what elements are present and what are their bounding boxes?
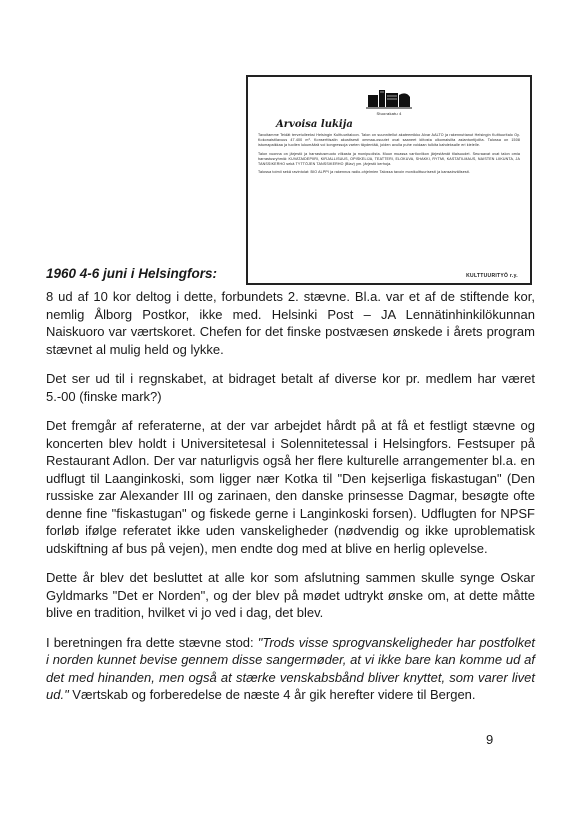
body-paragraph: Det ser ud til i regnskabet, at bidraget betalt af diverse kor pr. medlem har været 5.-00 (finske mark?) xyxy=(46,371,535,404)
body-paragraph: Det fremgår af referaterne, at der var arbejdet hårdt på at få et festligt stævne og koncerten blev holdt i Universitetesal i Solennitetessal i Helsingfors. Festsuper på Restaurant Adlon. Der var naturligvis også her flere kulturelle arrangementer bl.a. en udflugt til Laanginkoski, som ligger nær Kotka til "Den kejserliga fiskastugan" (Den russiske zar Alexander III og zarinaen, den danske prinsesse Dagmar, besøgte ofte denne fine "fiskastugan" og fiskede gerne i Langinkoski forsen). Udflugten for NPSF forløb ifølge referatet ikke uden vanskeligheder (nødvendig og ikke uproblematisk udskiftning af bus på vejen), men endte dog med at blive en herlig oplevelse. xyxy=(46,418,535,556)
newspaper-clipping xyxy=(246,75,532,285)
clipping-paragraph: Tavoitamme Teidät tervetulleeksi Helsingin Kulttuuritaloon. Talon on suunnitellut akateemikko Alvar AALTO ja rakennuttanut Helsingin Kulttuuritalo Oy. Kokonaistilavuus 47.400 m³. Konserttisalin akustisesti ommaa-osuutet ovat saaneet kiitosta ulkomaisilta asiantuntijoilta. Talossa on 1508 istumapaikkaa ja tuolien lukumäärä voi kongressoja varten täydentää, joiden avulla puhe voidaan tulkita kahdeksalle eri kielelle. xyxy=(258,133,520,148)
body-paragraph: Dette år blev det besluttet at alle kor som afslutning sammen skulle synge Oskar Gyldmarks "Det er Norden", og der blev på mødet udtrykt ønske om, at dette måtte blive en tradition, hvilket vi jo ved i dag, det blev. xyxy=(46,570,535,620)
clipping-signature: KULTTUURITYÖ r.y. xyxy=(466,273,518,279)
body-paragraph-quote xyxy=(46,634,535,704)
quote-text: "Trods visse sprogvanskeligheder har postfolket i norden kunnet bevise gennem disse sangermøder, at vi ikke bare kan komme ud af det med hinanden, men også at stærke venskabsbånd bliver knyttet, som varer livet ud." xyxy=(46,634,535,702)
clipping-address: Stuorakatu 4 xyxy=(376,111,402,116)
page-number: 9 xyxy=(486,732,494,747)
section-heading: 1960 4-6 juni i Helsingfors: xyxy=(46,266,218,281)
body-text xyxy=(46,288,535,716)
clipping-title: Arvoisa lukija xyxy=(276,119,353,130)
quote-intro: I beretningen fra dette stævne stod: xyxy=(46,634,258,650)
clipping-paragraph: Talossa toimii sekä ravintolat: BIO ALPPI ja rakennus radio-ohjelmien Talossa tavoin monikulttuurisesti ja kansainvälisesti. xyxy=(258,170,471,175)
clipping-paragraph: Talon vuonna on järjestö ja harrastusmuoto vilkasta ja monipuolista. Muun muassa vartioviikon järjestämät tilaisuudet. Seuraavat ovat talon omia harrastusryhmiä: KUVATAIDEPIIRI, KIRJALLISUUS, OPISKELIJA, TEATTERI, ELOKUVA, SHAKKI, RYTMI, KASTATILMAUS, NAISTEN LIIKUNTA, JA TANSSIKERHO sekä TYTTÖJEN TANSSIKERHO (Blav) ym. järjestö kerhoja. xyxy=(258,151,520,167)
body-paragraph: 8 ud af 10 kor deltog i dette, forbundets 2. stævne. Bl.a. var et af de stiftende kor, nemlig Ålborg Postkor, ikke med. Helsinki Post – JA Lennätinhinkilökunnan Naiskuoro var værtskoret. Chefen for det finske postvæsen ønskede i årets program stævnet al mulig held og lykke. xyxy=(46,289,535,357)
quote-outro: Værtskab og forberedelse de næste 4 år gik herefter videre til Bergen. xyxy=(68,687,476,702)
kulttuuritalo-logo-icon xyxy=(366,87,412,109)
